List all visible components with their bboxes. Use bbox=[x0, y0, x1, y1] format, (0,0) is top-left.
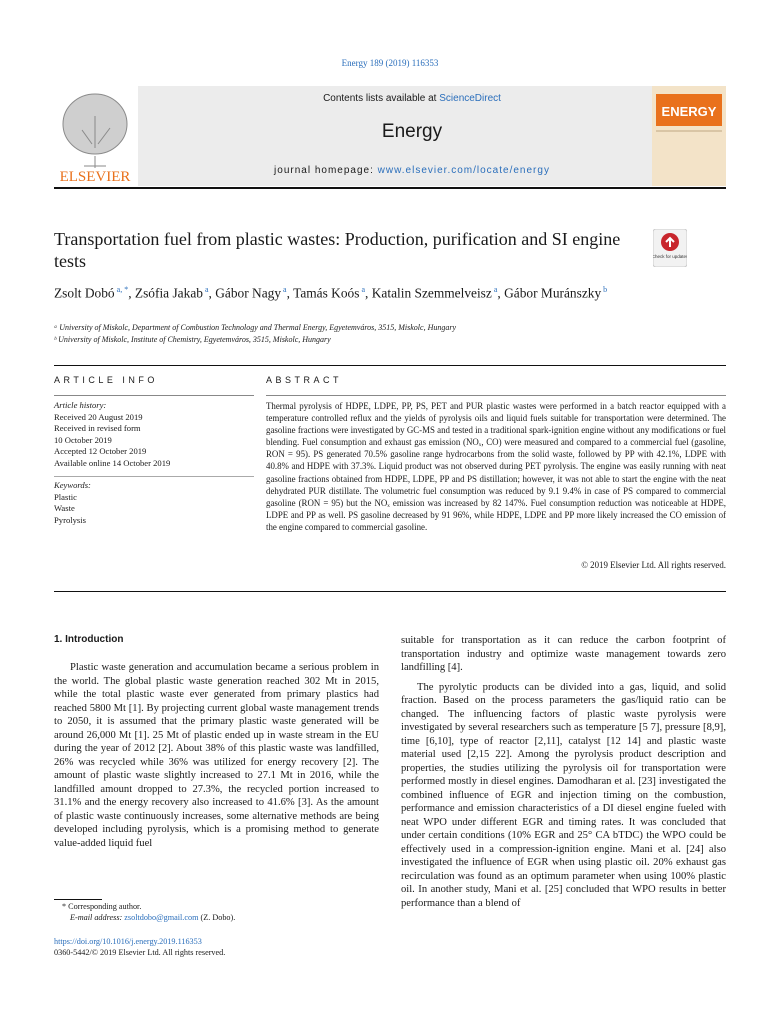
corresponding-author-note: * Corresponding author. bbox=[62, 902, 142, 911]
sciencedirect-link[interactable]: ScienceDirect bbox=[439, 93, 501, 104]
author-affiliation-marker[interactable]: a bbox=[281, 285, 287, 294]
affiliation-b: ᵇ University of Miskolc, Institute of Chemistry, Egyetemváros, 3515, Miskolc, Hungary bbox=[54, 335, 331, 344]
copyright-notice: © 2019 Elsevier Ltd. All rights reserved. bbox=[581, 560, 726, 570]
issn-copyright: 0360-5442/© 2019 Elsevier Ltd. All rights reserved. bbox=[54, 948, 226, 957]
journal-banner bbox=[138, 86, 686, 186]
intro-paragraph: Plastic waste generation and accumulation became a serious problem in the world. The global plastic waste generation reached 302 Mt in 2015, while the total plastic waste ever generated from primary plastics had reached 5800 Mt [1]. By projecting current global waste management trends to 2050, it is assumed that the primary plastic waste generated will be around 26,000 Mt [1]. 25 Mt of plastic ended up in waste stream in the EU during the year of 2012 [2]. About 38% of this plastic waste was landfilled, 26% was recycled while 36% was utilized for energy recovery [2]. The amount of plastic waste slightly increased to 27.1 Mt in 2016, while the landfilled amount dropped to 27.3%, the recycled portion increased to 31.1% and the energy recovery also increased to 41.6% [3]. As the amount of plastic waste continuously increases, some alternative methods are being developed including pyrolysis, which is a promising method to generate value-added liquid fuel bbox=[54, 662, 379, 849]
email-suffix: (Z. Dobo). bbox=[198, 913, 236, 922]
journal-cover-thumbnail[interactable] bbox=[652, 86, 726, 186]
keywords bbox=[54, 480, 254, 526]
history-line: Available online 14 October 2019 bbox=[54, 457, 171, 468]
email-label: E-mail address: bbox=[70, 913, 125, 922]
author-affiliation-marker[interactable]: a bbox=[491, 285, 498, 294]
doi-block bbox=[54, 936, 384, 958]
footnote-rule bbox=[54, 899, 102, 900]
history-line: Accepted 12 October 2019 bbox=[54, 446, 147, 456]
intro-paragraph: The pyrolytic products can be divided into a gas, liquid, and solid fraction. Based on the process parameters the gas/liquid ratio can be changed. The influencing factors of plastic waste pyrolysis were investigated by several researchers such as temperature [5 7], pressure [8,9], time [6,10], type of reactor [2,11], catalyst [12 14] and plastic waste material used [2,15 22]. Among the pyrolysis product description and properties, the studies utilizing the pyrolysis oil for transportation were performed mostly in diesel engines. Damodharan et al. [23] investigated the combined influence of EGR and injection timing on the combustion, performance and emission characteristics of a DI diesel engine fueled with neat WPO under different EGR and timing rates. It was concluded that under certain conditions (10% EGR and 25° CA bTDC) the WPO could be effectively used in a compression-ignition engine. Mani et al. [24] also investigated the influence of EGR when using plastic oil. 20% exhaust gas recirculation was found as an optimum parameter when using 100% plastic oil. In another study, Mani et al. [25] concluded that WPO results in better performance than a blend of bbox=[401, 681, 726, 909]
crossmark-label: Check for updates bbox=[653, 254, 687, 259]
crossmark-badge[interactable] bbox=[653, 229, 687, 267]
journal-masthead bbox=[54, 86, 726, 186]
abstract-heading: ABSTRACT bbox=[266, 375, 343, 385]
section-rule bbox=[54, 365, 726, 366]
article-info-heading: ARTICLE INFO bbox=[54, 375, 158, 385]
affiliations bbox=[54, 322, 714, 346]
header-rule bbox=[54, 187, 726, 189]
elsevier-logo[interactable] bbox=[54, 86, 136, 186]
journal-citation[interactable]: Energy 189 (2019) 116353 bbox=[341, 58, 439, 68]
keywords-rule bbox=[54, 476, 254, 477]
contents-prefix: Contents lists available at bbox=[323, 93, 440, 104]
history-label: Article history: bbox=[54, 400, 107, 410]
author-name[interactable]: Gábor Nagy bbox=[215, 285, 282, 301]
author-name[interactable]: Katalin Szemmelveisz bbox=[371, 285, 492, 301]
intro-paragraph-continued: suitable for transportation as it can reduce the carbon footprint of transportation industry and optimize waste management towards zero landfilling [4]. bbox=[401, 635, 726, 673]
article-info-rule bbox=[54, 395, 254, 396]
footnote bbox=[54, 901, 384, 923]
author-affiliation-marker[interactable]: a bbox=[359, 285, 366, 294]
article-title: Transportation fuel from plastic wastes: Production, purification and SI engine tests bbox=[54, 229, 621, 271]
author-name[interactable]: Tamás Koós bbox=[293, 285, 360, 301]
doi-link[interactable]: https://doi.org/10.1016/j.energy.2019.116353 bbox=[54, 937, 202, 946]
body-column-left bbox=[54, 661, 379, 856]
author-name[interactable]: Gábor Muránszky bbox=[504, 285, 602, 301]
email-line bbox=[54, 912, 384, 923]
article-history bbox=[54, 400, 254, 469]
journal-name: Energy bbox=[381, 121, 443, 142]
journal-homepage-link[interactable]: www.elsevier.com/locate/energy bbox=[377, 165, 550, 176]
author-name[interactable]: Zsófia Jakab bbox=[134, 285, 203, 301]
homepage-prefix: journal homepage: bbox=[274, 165, 378, 176]
contents-line bbox=[138, 93, 686, 104]
abstract-text: Thermal pyrolysis of HDPE, LDPE, PP, PS, PET and PUR plastic wastes were performed in a batch reactor equipped with a temperature controlled reflux and the yields of pyrolysis oils and liquid fuels suitable for transportation were determined. The gasoline fractions were investigated by GC-MS and tested in a traditional spark-ignition engine without any modifications or fuel blending. Fuel consumption and exhaust gas emission (NOₓ, CO) were measured and compared to a commercial fuel (gasoline, RON = 95). PS generated 70.5% gasoline range hydrocarbons from the solid waste, followed by PP with 42.1%, LDPE with 40.8% and HDPE with 37.3%. Liquid product was not observed during PET pyrolysis. The engine was easily running with neat gasoline fractions obtained from HDPE, LDPE, PP and PS distillation; however, it was not able to start the engine with the neat dehydrated PUR distillate. The volumetric fuel consumption was reduced by 9.1 9.4% in case of PS compared to commercial gasoline (RON = 95) but the NOₓ emission was increased by 82 147%. Fuel consumption reduction was noticeable at HDPE, LDPE and PP as well. PS gasoline decreased by 91 96%, while HDPE, LDPE and PP more likely increased the CO emission of the engine compared to commercial gasoline. bbox=[266, 401, 726, 532]
cover-title: ENERGY bbox=[661, 104, 717, 119]
author-name[interactable]: Zsolt Dobó bbox=[54, 285, 115, 301]
author-affiliation-marker[interactable]: a, * bbox=[114, 285, 129, 294]
affiliation-a: ᵃ University of Miskolc, Department of Combustion Technology and Thermal Energy, Egyetemváros, 3515, Miskolc, Hungary bbox=[54, 323, 457, 332]
keyword-item[interactable]: Plastic bbox=[54, 491, 77, 502]
abstract-rule bbox=[266, 395, 726, 396]
abstract-bottom-rule bbox=[54, 591, 726, 592]
homepage-line bbox=[138, 165, 686, 176]
elsevier-wordmark: ELSEVIER bbox=[59, 169, 131, 185]
author-affiliation-marker[interactable]: b bbox=[601, 285, 608, 294]
author-list: Zsolt Dobó $^{a, *}$, Zsófia Jakab $^a$, Gábor Nagy $^a$, Tamás Koós $^a$, Katalin Szemmelveisz $^a$, Gábor Muránszky $^b$ bbox=[54, 285, 608, 301]
history-line: 10 October 2019 bbox=[54, 434, 112, 445]
keyword-item[interactable]: Pyrolysis bbox=[54, 514, 86, 525]
keywords-label: Keywords: bbox=[54, 480, 91, 490]
author-email-link[interactable]: zsoltdobo@gmail.com bbox=[124, 913, 199, 922]
body-column-right bbox=[401, 634, 726, 916]
keyword-item[interactable]: Waste bbox=[54, 503, 75, 513]
author-affiliation-marker[interactable]: a bbox=[202, 285, 209, 294]
introduction-heading: 1. Introduction bbox=[54, 634, 124, 645]
history-line: Received 20 August 2019 bbox=[54, 411, 143, 422]
history-line: Received in revised form bbox=[54, 423, 141, 433]
